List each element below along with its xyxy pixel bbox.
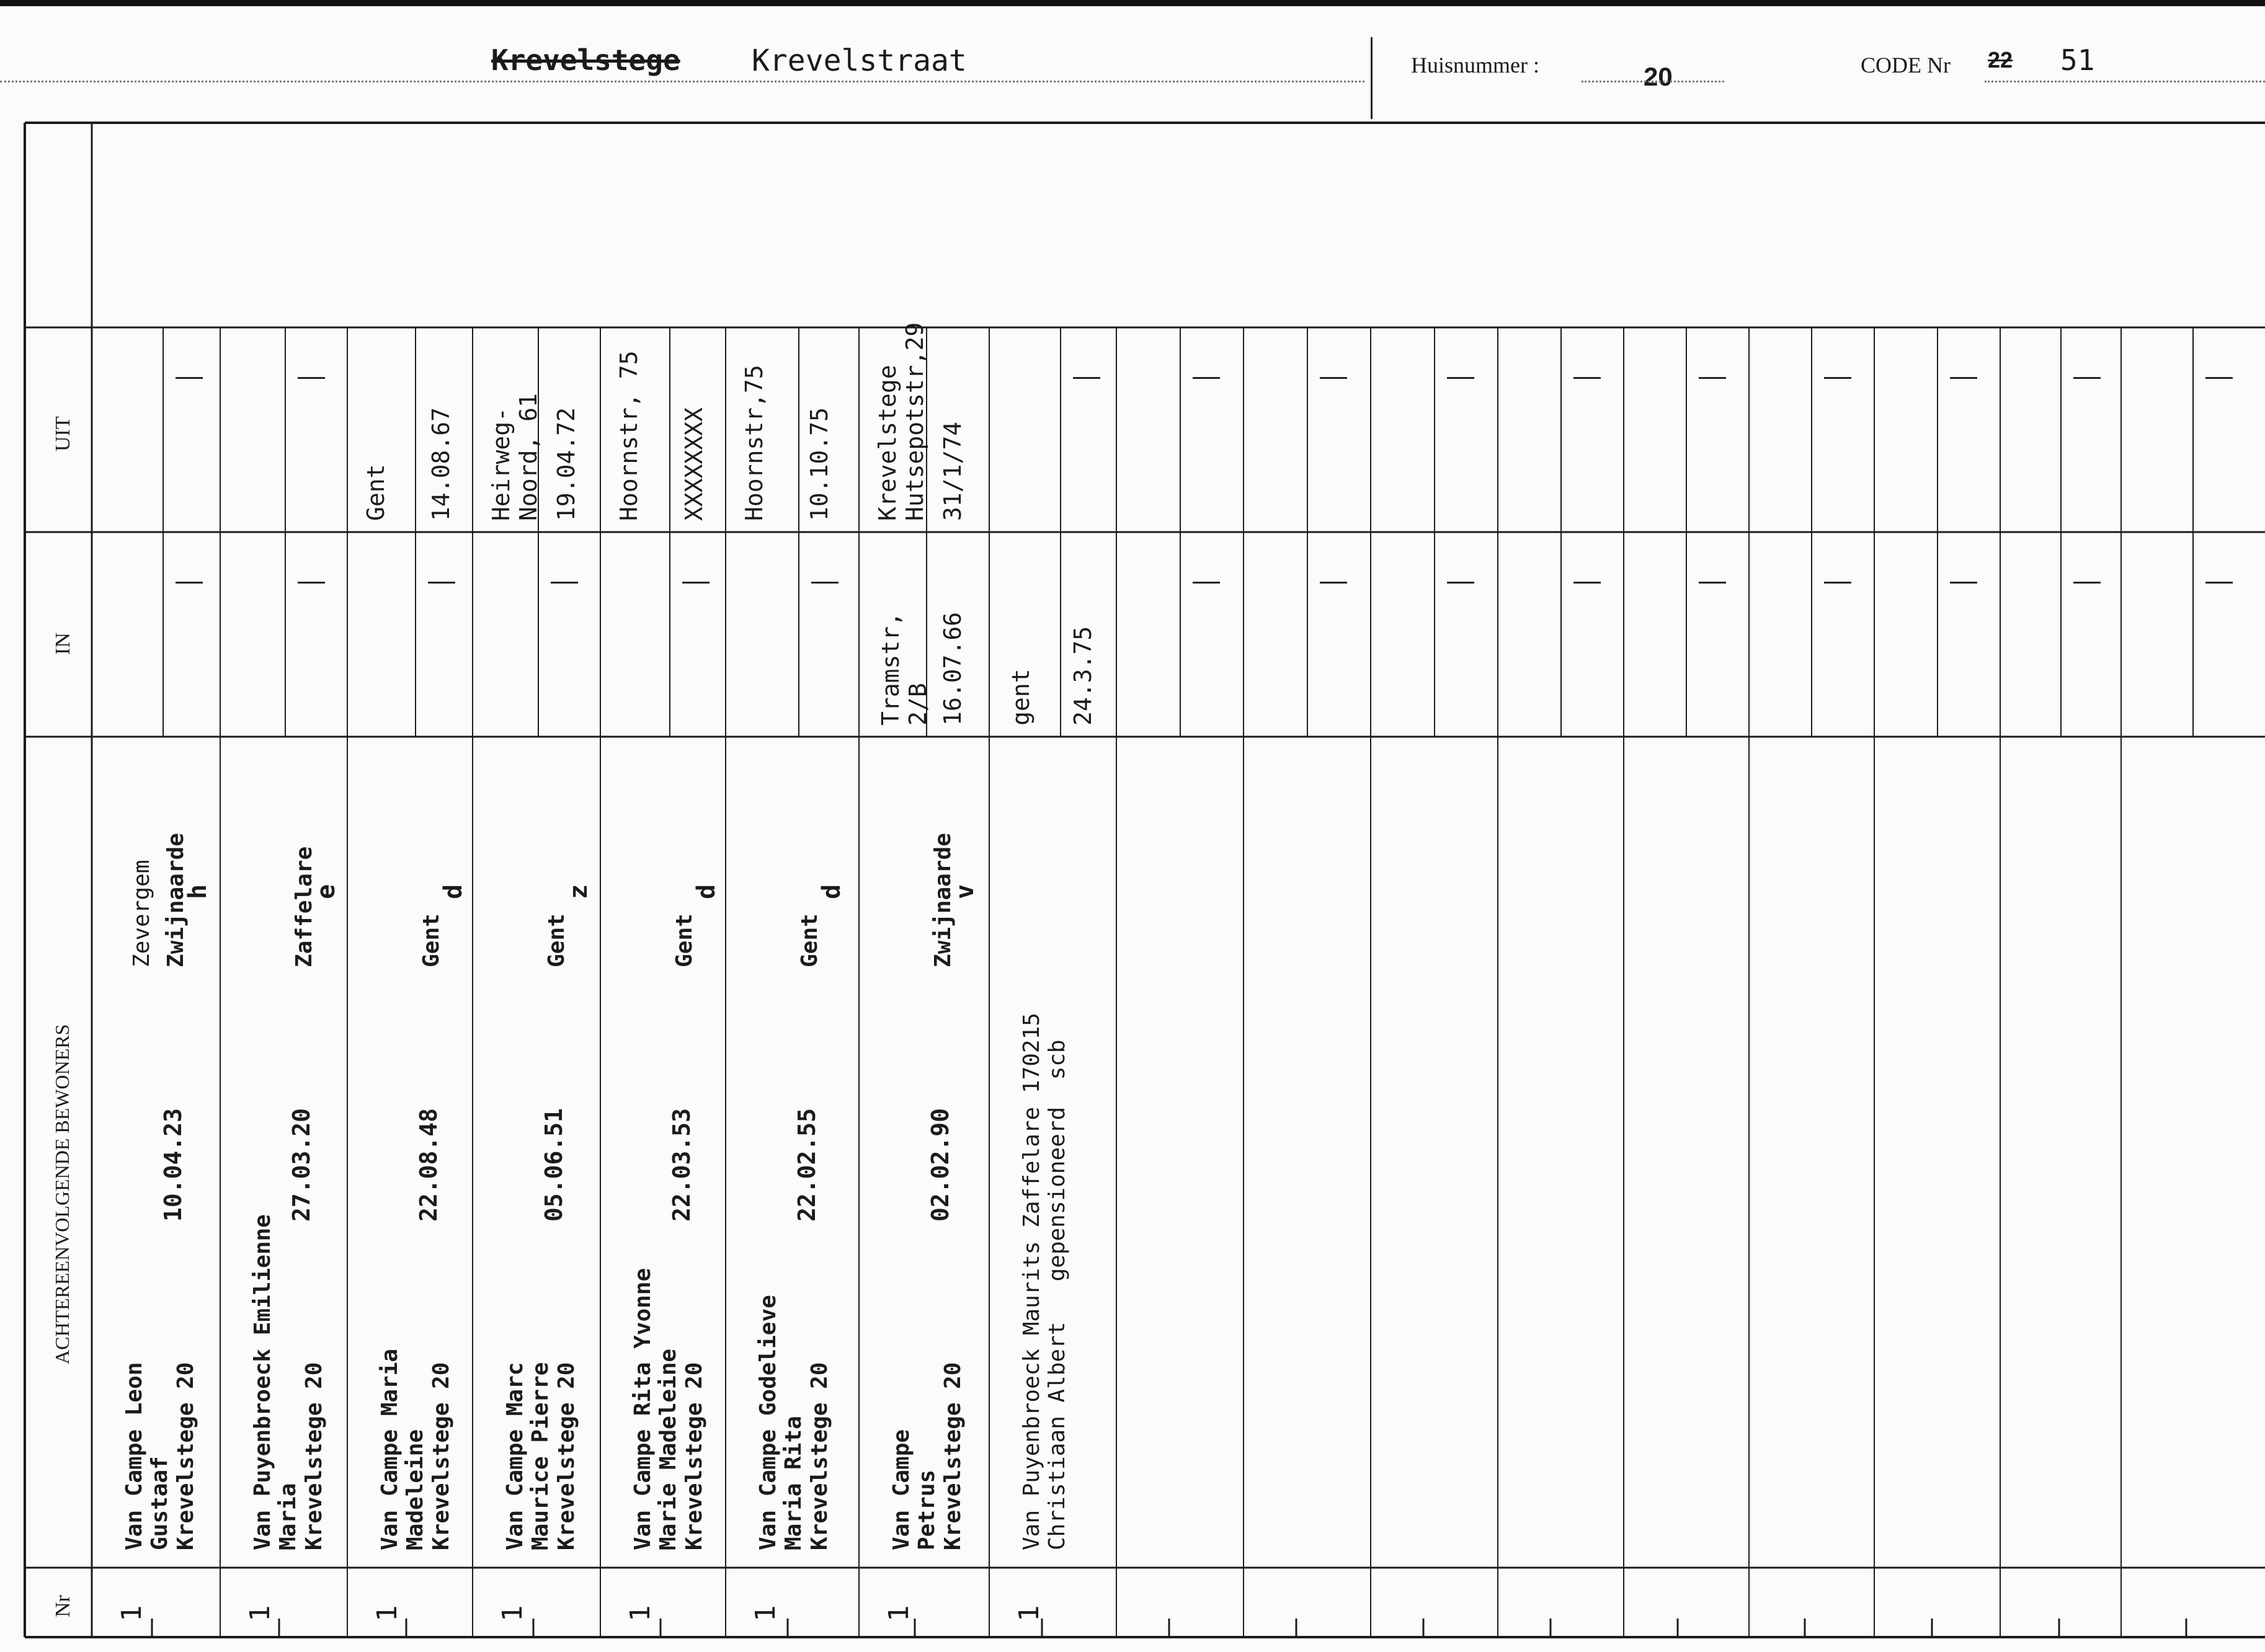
status-code: h [184, 884, 212, 899]
empty-uit-dash [2073, 377, 2101, 379]
empty-in-dash [176, 582, 203, 584]
birth-date: 02.02.90 [927, 1108, 954, 1222]
code-label: CODE Nr [1861, 53, 1951, 78]
birth-place: Zwijnaarde [163, 833, 189, 967]
birth-date: 22.02.55 [793, 1108, 821, 1222]
house-number: 20 [1644, 62, 1673, 91]
row-number: 1 [116, 1605, 148, 1622]
empty-in-dash [298, 582, 325, 584]
code-struck: 22 [1988, 47, 2013, 73]
out-date: 19.04.72 [553, 407, 580, 521]
status-code: e [312, 884, 340, 899]
birth-place: Gent [797, 913, 822, 967]
resident-name: Van Campe Petrus Krevelstege 20 [889, 1362, 966, 1550]
empty-in-dash [2205, 582, 2233, 584]
empty-in-dash [1824, 582, 1851, 584]
residents-column-header: ACHTEREENVOLGENDE BEWONERS [51, 1024, 73, 1364]
empty-uit-dash [298, 377, 325, 379]
empty-in-dash [1699, 582, 1726, 584]
row-number: 1 [1013, 1605, 1045, 1622]
status-code: d [439, 884, 468, 899]
out-place: Gent [362, 464, 389, 521]
empty-in-dash [1573, 582, 1601, 584]
nr-column-header: Nr [51, 1595, 74, 1617]
resident-name: Van Campe Rita Yvonne Marie Madeleine Krevelstege 20 [630, 1268, 707, 1550]
empty-in-dash [682, 582, 710, 584]
in-column-header: IN [51, 633, 74, 655]
resident-name: Van Campe Leon Gustaaf Krevelstege 20 [122, 1362, 198, 1550]
status-code: d [817, 884, 846, 899]
row-number: 1 [244, 1605, 276, 1622]
empty-uit-dash [1073, 377, 1100, 379]
row-number: 1 [883, 1605, 915, 1622]
empty-uit-dash [1320, 377, 1347, 379]
out-place: Krevelstege Hutsepotstr,29 [874, 322, 928, 521]
birth-date: 27.03.20 [288, 1108, 315, 1222]
empty-in-dash [1447, 582, 1474, 584]
in-date: 24.3.75 [1069, 626, 1097, 726]
row-number: 1 [625, 1605, 656, 1622]
house-number-label: Huisnummer : [1411, 53, 1539, 78]
out-place: Heirweg- Noord, 61 [487, 393, 542, 521]
birth-place: Gent [419, 913, 444, 967]
birth-place: Zaffelare [291, 846, 317, 967]
row-number: 1 [750, 1605, 781, 1622]
empty-uit-dash [176, 377, 203, 379]
empty-in-dash [2073, 582, 2101, 584]
birth-place: Gent [672, 913, 697, 967]
birth-date: 05.06.51 [540, 1108, 567, 1222]
empty-in-dash [428, 582, 455, 584]
empty-in-dash [551, 582, 578, 584]
birth-place: Gent [544, 913, 569, 967]
birth-place: Zwijnaarde [930, 833, 956, 967]
row-number: 1 [497, 1605, 528, 1622]
status-code: z [564, 884, 593, 899]
resident-name: Van Campe Godelieve Maria Rita Krevelstege 20 [755, 1295, 832, 1550]
birth-date: 22.03.53 [668, 1108, 695, 1222]
out-place: Hoornstr, 75 [615, 350, 643, 521]
empty-uit-dash [1193, 377, 1220, 379]
resident-name: Van Puyenbroeck Emilienne Maria Krevelstege 20 [250, 1214, 327, 1550]
birth-date: 10.04.23 [159, 1108, 187, 1222]
in-date: 16.07.66 [939, 611, 966, 726]
empty-in-dash [1950, 582, 1977, 584]
out-date: 14.08.67 [427, 407, 455, 521]
row-number: 1 [372, 1605, 403, 1622]
resident-name: Van Puyenbroeck Maurits Zaffelare 170215 Christiaan Albert gepensioneerd scb [1019, 1013, 1070, 1550]
street-name: Krevelstraat [752, 43, 967, 78]
empty-in-dash [1320, 582, 1347, 584]
resident-name: Van Campe Marc Maurice Pierre Krevelstege 20 [502, 1362, 579, 1550]
empty-uit-dash [1447, 377, 1474, 379]
in-place: Tramstr, 2/B [877, 611, 932, 726]
empty-uit-dash [1950, 377, 1977, 379]
status-code: v [951, 884, 979, 899]
empty-uit-dash [1699, 377, 1726, 379]
uit-column-header: UIT [51, 416, 74, 451]
empty-in-dash [1193, 582, 1220, 584]
empty-uit-dash [1573, 377, 1601, 379]
resident-name: Van Campe Maria Madeleine Krevelstege 20 [377, 1348, 454, 1550]
empty-in-dash [811, 582, 839, 584]
in-place: gent [1007, 668, 1035, 726]
code-number: 51 [2060, 43, 2095, 77]
empty-uit-dash [2205, 377, 2233, 379]
status-code: d [692, 884, 721, 899]
out-place: Hoornstr,75 [741, 365, 768, 521]
empty-uit-dash [1824, 377, 1851, 379]
out-date: 10.10.75 [806, 407, 833, 521]
street-name-old: Krevelstege [491, 43, 680, 77]
out-date: XXXXXXXX [680, 407, 708, 521]
out-date: 31/1/74 [939, 421, 966, 521]
birth-place-prior: Zevergem [129, 859, 154, 967]
birth-date: 22.08.48 [415, 1108, 442, 1222]
